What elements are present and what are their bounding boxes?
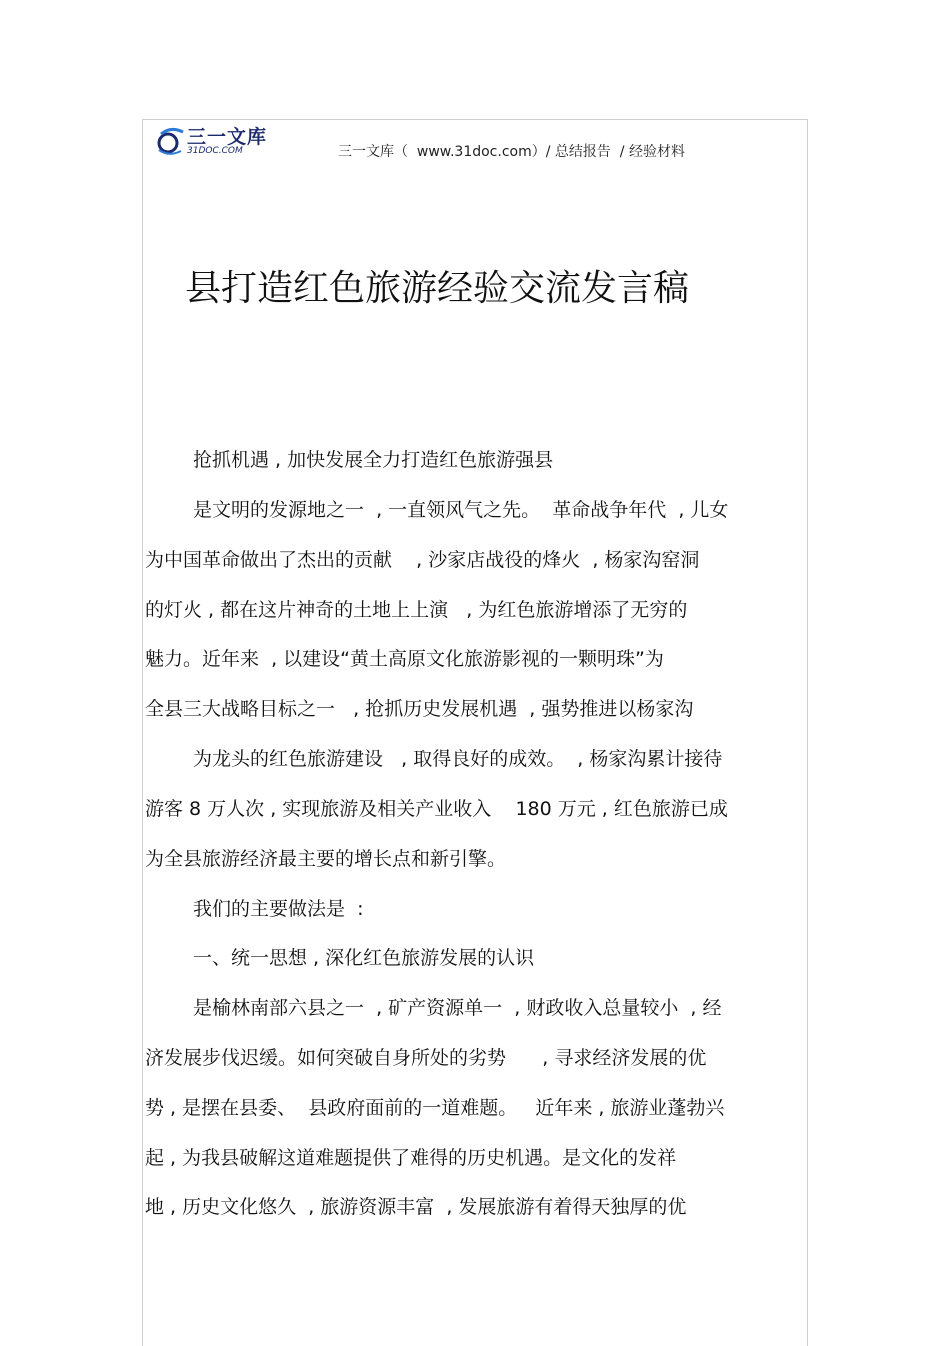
logo-brand-text: 三一文库 [187, 126, 268, 148]
paragraph-line: 地 , 历史文化悠久 , 旅游资源丰富 , 发展旅游有着得天独厚的优 [145, 1196, 687, 1218]
paragraph-line: 起 , 为我县破解这道难题提供了难得的历史机遇。是文化的发祥 [145, 1147, 677, 1169]
paragraph-line: 的灯火 , 都在这片神奇的土地上上演 , 为红色旅游增添了无穷的 [145, 599, 688, 621]
section-heading: 一、统一思想 , 深化红色旅游发展的认识 [193, 947, 535, 969]
document-title: 县打造红色旅游经验交流发言稿 [185, 268, 690, 309]
site-logo[interactable] [157, 122, 267, 160]
paragraph-line: 游客 8 万人次 , 实现旅游及相关产业收入 180 万元 , 红色旅游已成 [145, 798, 728, 820]
paragraph-line: 是文明的发源地之一 , 一直领风气之先。 革命战争年代 , 儿女 [193, 499, 729, 521]
paragraph-line: 全县三大战略目标之一 , 抢抓历史发展机遇 , 强势推进以杨家沟 [145, 698, 694, 720]
paragraph-line: 为全县旅游经济最主要的增长点和新引擎。 [145, 848, 507, 870]
paragraph-line: 势 , 是摆在县委、 县政府面前的一道难题。 近年来 , 旅游业蓬勃兴 [145, 1097, 725, 1119]
header-breadcrumb[interactable]: 三一文库（ www.31doc.com）/ 总结报告 / 经验材料 [338, 144, 685, 160]
paragraph-line: 济发展步伐迟缓。如何突破自身所处的劣势 , 寻求经济发展的优 [145, 1047, 707, 1069]
paragraph-line: 为中国革命做出了杰出的贡献 , 沙家店战役的烽火 , 杨家沟窑洞 [145, 549, 700, 571]
paragraph-line: 我们的主要做法是 : [193, 898, 364, 920]
paragraph-line: 抢抓机遇 , 加快发展全力打造红色旅游强县 [193, 449, 554, 471]
paragraph-line: 是榆林南部六县之一 , 矿产资源单一 , 财政收入总量较小 , 经 [193, 997, 722, 1019]
paragraph-line: 为龙头的红色旅游建设 , 取得良好的成效。 , 杨家沟累计接待 [193, 748, 723, 770]
paragraph-line: 魅力。近年来 , 以建设“黄土高原文化旅游影视的一颗明珠”为 [145, 648, 664, 670]
logo-sub-text: 31DOC.COM [187, 146, 243, 156]
